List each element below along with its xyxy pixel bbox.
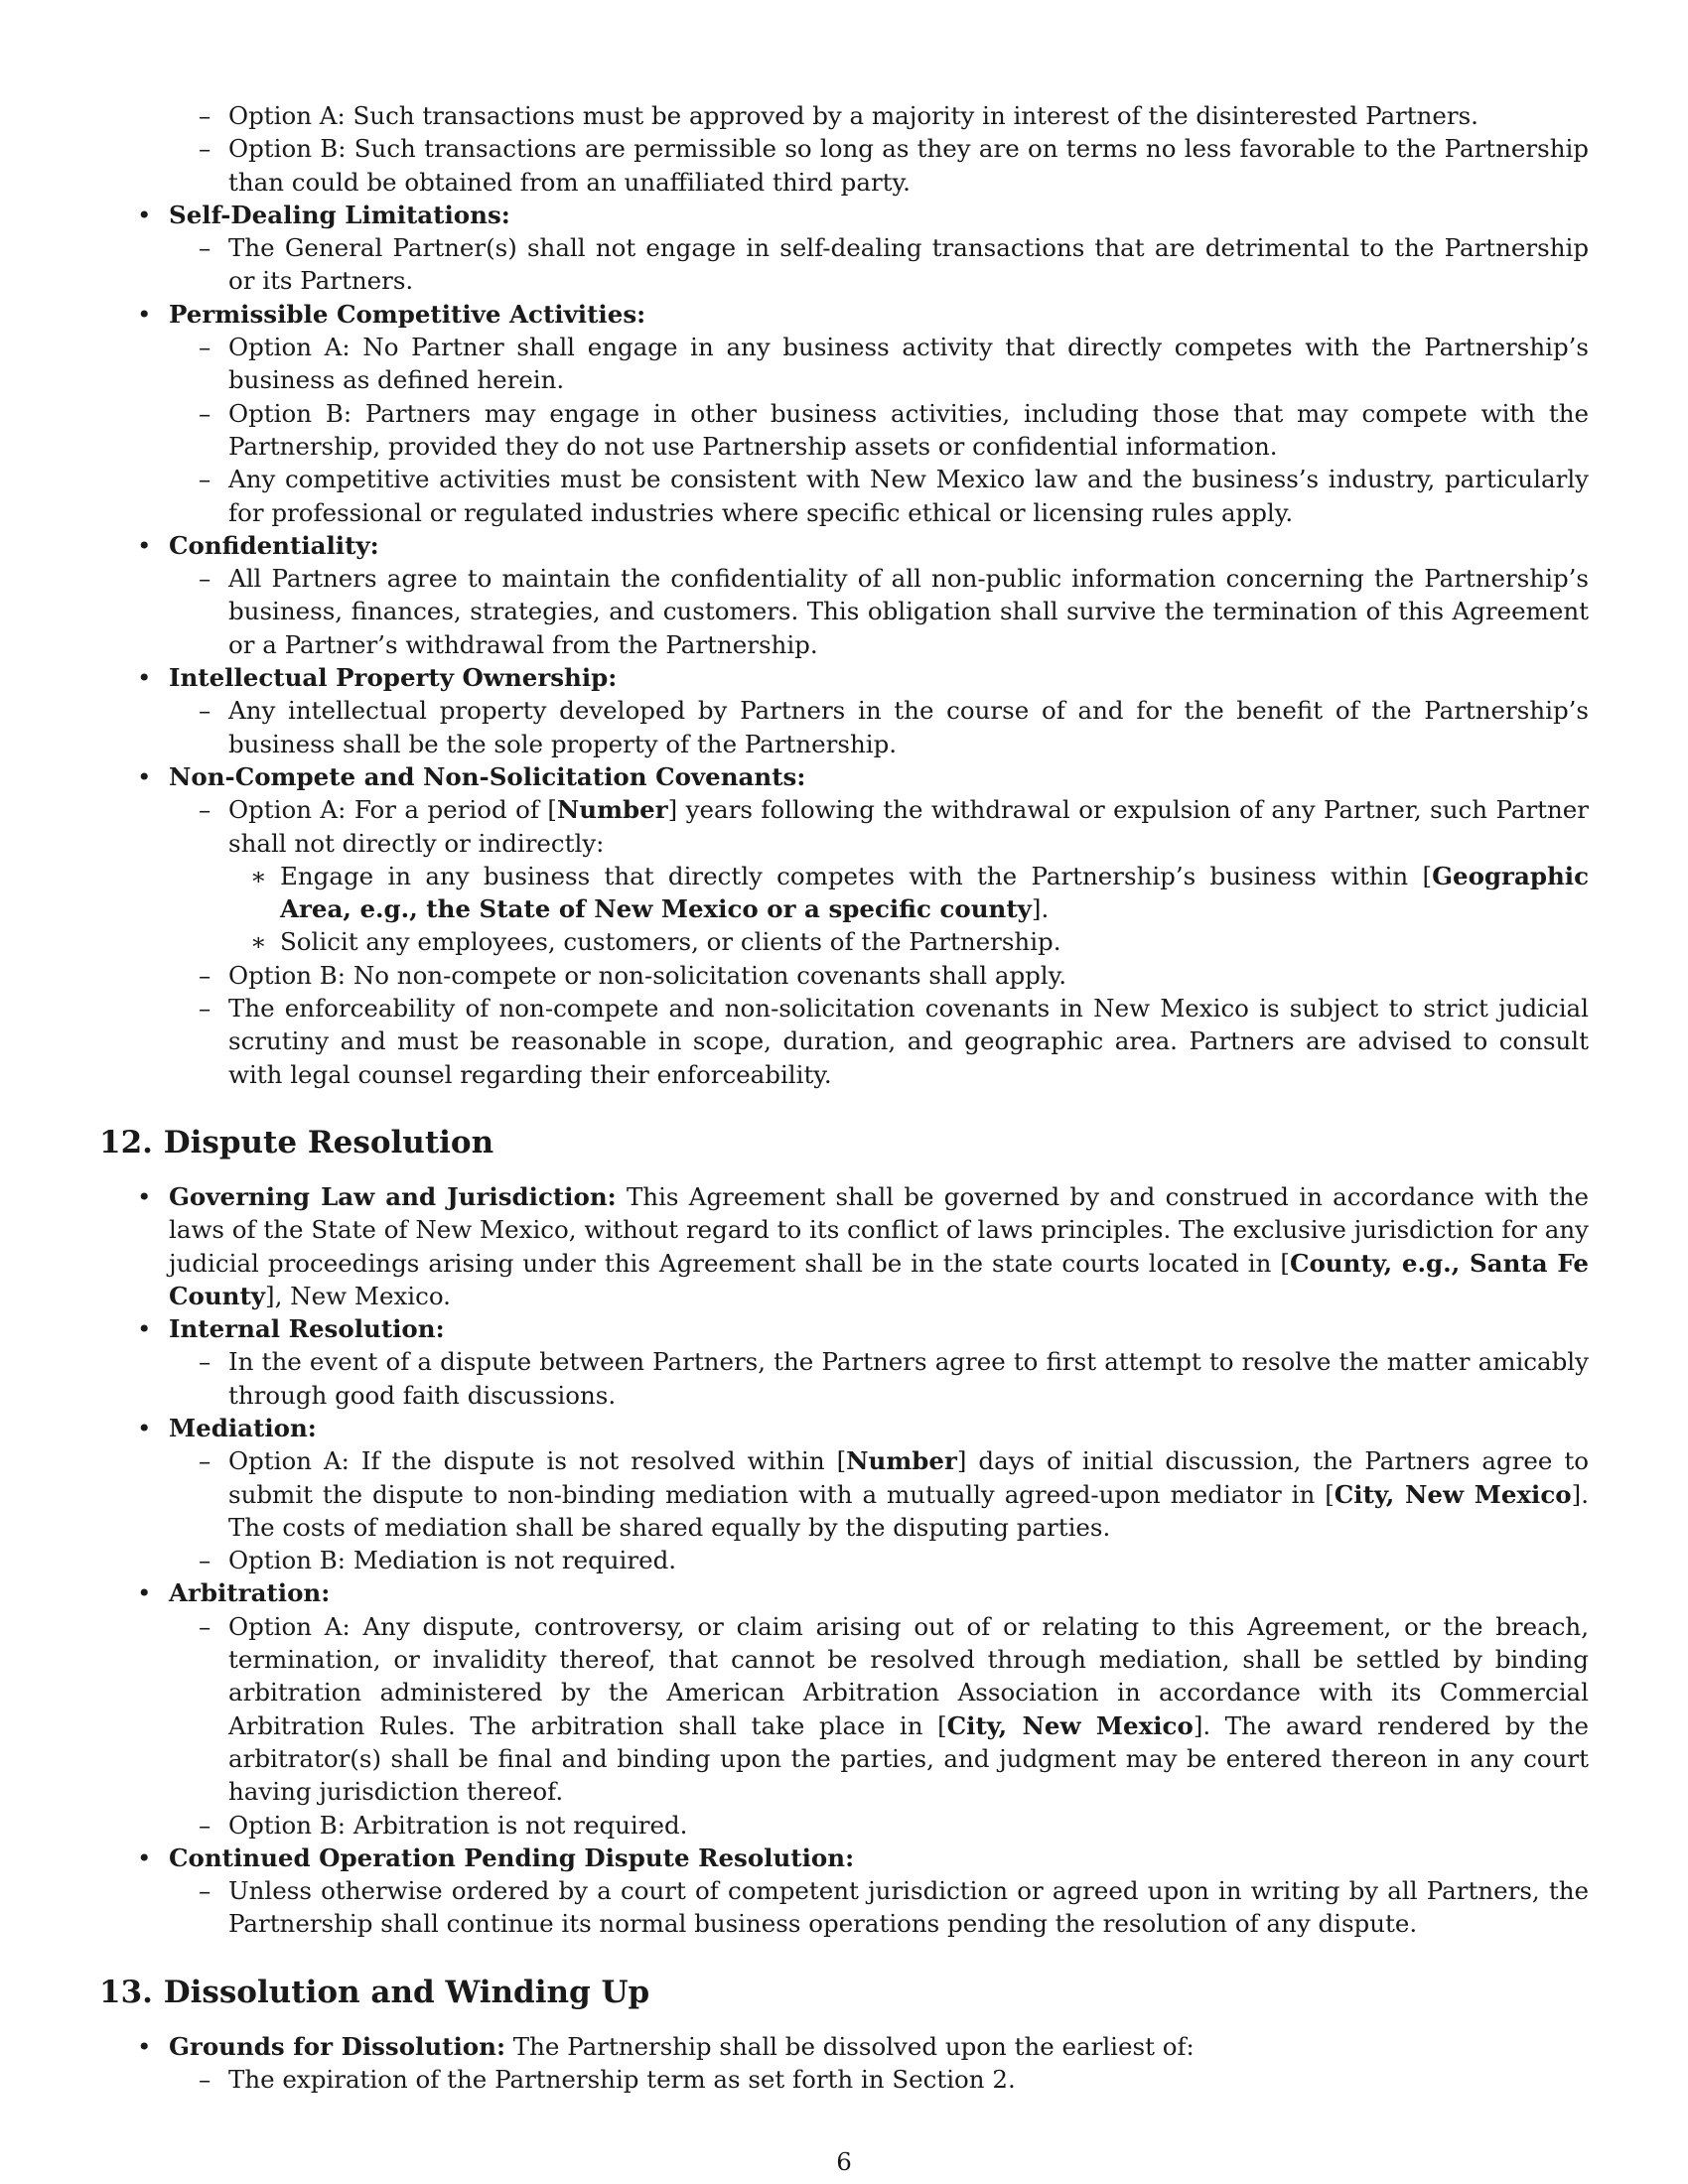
bullet-mediation (99, 1412, 1589, 1576)
list-item: – Unless otherwise ordered by a court of competent jurisdiction or agreed upon in writing by all Partners, the Partnership shall continue its normal business operations pending the resolution of any dispute. (99, 1874, 1589, 1941)
placeholder-field: Number (556, 795, 668, 825)
sub-sublist (228, 860, 1589, 959)
bullet-heading: Intellectual Property Ownership: (169, 663, 618, 693)
bullet-heading: Governing Law and Jurisdiction: (169, 1181, 617, 1211)
list-item: – Any intellectual property developed by Partners in the course of and for the benefit of the Partnership’s business shall be the sole property of the Partnership. (99, 694, 1589, 760)
text-run: Option A: If the dispute is not resolved within [ (228, 1446, 847, 1476)
sublist (169, 331, 1589, 529)
list-item: – In the event of a dispute between Partners, the Partners agree to first attempt to resolve the matter amicably through good faith discussions. (99, 1345, 1589, 1412)
sublist (169, 1444, 1589, 1576)
list-item: – Option B: Arbitration is not required. (99, 1809, 1589, 1842)
intro-options-list (99, 99, 1589, 199)
sublist (169, 793, 1589, 1091)
list-item (99, 1444, 1589, 1544)
text-run: ] days of initial discussion, the Partners agree to submit the dispute to non-binding mediation with a mutually agreed-upon mediator in [ (228, 1446, 1589, 1509)
text-run: Option A: Any dispute, controversy, or claim arising out of or relating to this Agreement, or the breach, termination, or invalidity thereof, that cannot be resolved through mediation, shall be settled by binding arbitration administered by the American Arbitration Association in accordance with its Commercial Arbitration Rules. The arbitration shall take place in [ (228, 1611, 1589, 1740)
text-run: Option A: For a period of [ (228, 795, 557, 825)
text-run: ]. The costs of mediation shall be shared equally by the disputing parties. (228, 1479, 1589, 1542)
placeholder-field: Number (846, 1446, 957, 1476)
list-item: – Option B: Partners may engage in other business activities, including those that may compete with the Partnership, provided they do not use Partnership assets or confidential information. (99, 397, 1589, 464)
sublist (169, 562, 1589, 661)
bullet-heading: Self-Dealing Limitations: (169, 200, 510, 229)
bullet-ip (99, 661, 1589, 760)
section13-bullets (99, 2030, 1589, 2097)
list-item: ∗ Solicit any employees, customers, or clients of the Partnership. (228, 925, 1589, 958)
bullet-heading: Arbitration: (169, 1578, 331, 1608)
list-item: – The General Partner(s) shall not engage in self-dealing transactions that are detrimental to the Partnership or its Partners. (99, 231, 1589, 298)
placeholder-field: City, New Mexico (946, 1710, 1194, 1740)
text-run: ]. The award rendered by the arbitrator(s) shall be final and binding upon the parties, and judgment may be entered thereon in any court having jurisdiction thereof. (228, 1710, 1590, 1807)
bullet-confidentiality (99, 529, 1589, 661)
bullet-heading: Mediation: (169, 1413, 317, 1442)
bullet-heading: Non-Compete and Non-Solicitation Covenants: (169, 761, 806, 791)
bullet-internal-resolution (99, 1312, 1589, 1412)
placeholder-field: County, e.g., Santa Fe County (169, 1248, 1589, 1310)
sublist (169, 1345, 1589, 1412)
bullet-arbitration (99, 1576, 1589, 1841)
list-item: – All Partners agree to maintain the confidentiality of all non-public information concerning the Partnership’s business, finances, strategies, and customers. This obligation shall survive the termination of this Agreement or a Partner’s withdrawal from the Partnership. (99, 562, 1589, 661)
list-item: – The enforceability of non-compete and non-solicitation covenants in New Mexico is subject to strict judicial scrutiny and must be reasonable in scope, duration, and geographic area. Partners are advised to consult with legal counsel regarding their enforceability. (99, 992, 1589, 1091)
bullet-heading: Permissible Competitive Activities: (169, 299, 646, 329)
bullet-heading: Grounds for Dissolution: (169, 2031, 505, 2061)
list-item: – Option B: Such transactions are permissible so long as they are on terms no less favorable to the Partnership than could be obtained from an unaffiliated third party. (99, 132, 1589, 199)
page-number: 6 (836, 2147, 852, 2176)
text-run: This Agreement shall be governed by and construed in accordance with the laws of the State of New Mexico, without regard to its conflict of laws principles. The exclusive jurisdiction for any judicial proceedings arising under this Agreement shall be in the state courts located in [ (169, 1181, 1590, 1278)
placeholder-field: Geographic Area, e.g., the State of New Mexico or a specific county (280, 861, 1589, 924)
section-heading-12: 12. Dispute Resolution (99, 1124, 494, 1160)
list-item: – Option A: No Partner shall engage in any business activity that directly competes with the Partnership’s business as defined herein. (99, 331, 1589, 397)
bullet-heading: Internal Resolution: (169, 1314, 445, 1344)
sublist (169, 694, 1589, 760)
text-run: ] years following the withdrawal or expulsion of any Partner, such Partner shall not directly or indirectly: (228, 795, 1589, 858)
bullet-grounds-dissolution (99, 2030, 1589, 2097)
page-content (99, 99, 1589, 2096)
bullet-heading: Confidentiality: (169, 530, 379, 560)
bullet-competitive (99, 298, 1589, 529)
sublist (169, 231, 1589, 298)
bullet-heading: Continued Operation Pending Dispute Resolution: (169, 1843, 855, 1872)
bullet-governing-law (99, 1180, 1589, 1312)
list-item (228, 860, 1589, 926)
text-run: ], New Mexico. (265, 1281, 451, 1310)
text-run: The Partnership shall be dissolved upon the earliest of: (505, 2031, 1195, 2061)
list-item (99, 793, 1589, 958)
placeholder-field: City, New Mexico (1334, 1479, 1572, 1509)
list-item: – Option A: Such transactions must be approved by a majority in interest of the disinterested Partners. (99, 99, 1589, 132)
text-run: ]. (1031, 894, 1050, 924)
sublist (169, 2063, 1589, 2096)
list-item: – The expiration of the Partnership term as set forth in Section 2. (99, 2063, 1589, 2096)
sublist (169, 1874, 1589, 1941)
bullet-noncompete (99, 760, 1589, 1091)
text-run: Engage in any business that directly competes with the Partnership’s business within [ (280, 861, 1433, 890)
list-item (99, 1610, 1589, 1809)
section-heading-13: 13. Dissolution and Winding Up (99, 1974, 650, 2010)
list-item: – Option B: No non-compete or non-solicitation covenants shall apply. (99, 959, 1589, 992)
section12-bullets (99, 1180, 1589, 1941)
sublist (169, 1610, 1589, 1842)
section11-bullets (99, 199, 1589, 1091)
bullet-continued-operation (99, 1842, 1589, 1941)
list-item: – Option B: Mediation is not required. (99, 1544, 1589, 1576)
list-item: – Any competitive activities must be consistent with New Mexico law and the business’s industry, particularly for professional or regulated industries where specific ethical or licensing rules apply. (99, 463, 1589, 529)
bullet-self-dealing (99, 199, 1589, 298)
